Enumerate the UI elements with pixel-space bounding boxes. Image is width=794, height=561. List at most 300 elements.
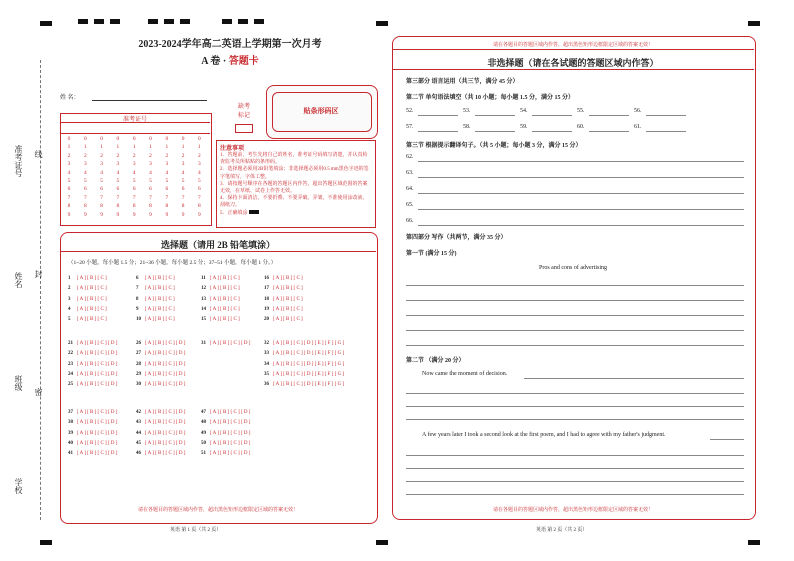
choice-options[interactable]: [ A ] [ B ] [ C ] [ D ] bbox=[145, 361, 186, 367]
choice-row bbox=[201, 297, 240, 302]
choice-row bbox=[201, 410, 250, 415]
ticket-digit-column bbox=[129, 135, 139, 219]
ticket-digit[interactable]: 6 bbox=[67, 186, 71, 193]
ticket-digit[interactable]: 5 bbox=[67, 178, 71, 185]
question-number: 2 bbox=[68, 286, 71, 292]
ticket-digit[interactable]: 5 bbox=[132, 178, 136, 185]
non-choice-panel bbox=[392, 36, 756, 520]
ticket-digit[interactable]: 4 bbox=[165, 169, 169, 176]
choice-row bbox=[264, 276, 303, 281]
choice-row bbox=[201, 420, 250, 425]
timing-mark bbox=[748, 540, 760, 545]
ticket-digit[interactable]: 0 bbox=[100, 136, 103, 142]
ticket-digit[interactable]: 7 bbox=[67, 194, 71, 201]
choice-options[interactable]: [ A ] [ B ] [ C ] [ D ] bbox=[145, 382, 186, 388]
question-number: 36 bbox=[264, 382, 269, 388]
ticket-digit[interactable]: 4 bbox=[132, 169, 136, 176]
choice-row bbox=[136, 431, 185, 436]
side-name-label: 姓名 bbox=[14, 272, 23, 288]
choice-options[interactable]: [ A ] [ B ] [ C ] [ D ] bbox=[210, 410, 251, 415]
ticket-digit[interactable]: 3 bbox=[198, 161, 201, 168]
choice-options[interactable]: [ A ] [ B ] [ C ] bbox=[77, 296, 107, 302]
blank-line[interactable] bbox=[418, 115, 458, 116]
choice-options[interactable]: [ A ] [ B ] [ C ] [ D ] bbox=[145, 420, 186, 426]
choice-row bbox=[264, 286, 303, 291]
ticket-digit[interactable]: 1 bbox=[67, 144, 71, 151]
part3-heading: 第三部分 语言运用（共三节，满分 45 分） bbox=[406, 79, 519, 85]
choice-row bbox=[136, 372, 185, 377]
choice-row bbox=[264, 351, 344, 356]
choice-options[interactable]: [ A ] [ B ] [ C ] [ D ] bbox=[77, 410, 118, 415]
ticket-digit[interactable]: 8 bbox=[67, 203, 71, 210]
writing-line[interactable] bbox=[406, 300, 744, 301]
choice-row bbox=[68, 431, 117, 436]
translate-line[interactable] bbox=[418, 177, 744, 178]
ticket-digit-column bbox=[194, 135, 204, 219]
ticket-digit[interactable]: 9 bbox=[116, 211, 120, 218]
question-number: 35 bbox=[264, 371, 269, 377]
ticket-digit[interactable]: 3 bbox=[181, 161, 185, 168]
writing-line[interactable] bbox=[406, 494, 744, 495]
translate-line[interactable] bbox=[418, 161, 744, 162]
ticket-digit[interactable]: 8 bbox=[100, 203, 103, 210]
choice-options[interactable]: [ A ] [ B ] [ C ] bbox=[145, 317, 175, 323]
choice-options[interactable]: [ A ] [ B ] [ C ] [ D ] bbox=[77, 382, 118, 388]
choice-options[interactable]: [ A ] [ B ] [ C ] [ D ] bbox=[145, 451, 186, 457]
question-number: 1 bbox=[68, 276, 71, 281]
choice-options[interactable]: [ A ] [ B ] [ C ] bbox=[210, 276, 240, 281]
writing-line[interactable] bbox=[406, 345, 744, 346]
ticket-digit-column bbox=[162, 135, 172, 219]
choice-options[interactable]: [ A ] [ B ] [ C ] [ D ] bbox=[77, 420, 118, 426]
choice-options[interactable]: [ A ] [ B ] [ C ] [ D ] bbox=[77, 430, 118, 436]
question-number: 10 bbox=[136, 317, 141, 323]
side-ticket-label: 准考证号 bbox=[14, 145, 23, 177]
choice-options[interactable]: [ A ] [ B ] [ C ] bbox=[77, 276, 107, 281]
ticket-digit[interactable]: 2 bbox=[100, 152, 103, 159]
choice-row bbox=[201, 286, 240, 291]
question-number: 41 bbox=[68, 451, 73, 457]
timing-mark bbox=[222, 19, 232, 24]
choice-options[interactable]: [ A ] [ B ] [ C ] [ D ] [ E ] [ F ] [ G ] bbox=[273, 382, 345, 388]
question-number: 7 bbox=[136, 286, 139, 292]
choice-row bbox=[136, 341, 185, 346]
blank-label: 52. bbox=[406, 108, 414, 114]
choice-row bbox=[136, 286, 175, 291]
question-number: 13 bbox=[201, 296, 206, 302]
blank-line[interactable] bbox=[418, 131, 458, 132]
ticket-digit[interactable]: 9 bbox=[100, 211, 103, 218]
ticket-digit[interactable]: 3 bbox=[149, 161, 152, 168]
choice-row bbox=[201, 341, 250, 346]
choice-options[interactable]: [ A ] [ B ] [ C ] bbox=[273, 276, 303, 281]
ticket-digit[interactable]: 2 bbox=[132, 152, 136, 159]
ticket-digit[interactable]: 3 bbox=[116, 161, 120, 168]
ticket-digit[interactable]: 1 bbox=[132, 144, 136, 151]
ticket-digit[interactable]: 2 bbox=[198, 152, 201, 159]
blank-line[interactable] bbox=[646, 131, 686, 132]
question-number: 19 bbox=[264, 306, 269, 312]
ticket-digit[interactable]: 9 bbox=[198, 211, 201, 218]
ticket-digit[interactable]: 1 bbox=[181, 144, 185, 151]
ticket-digit[interactable]: 3 bbox=[83, 161, 87, 168]
ticket-digit[interactable]: 9 bbox=[149, 211, 152, 218]
ticket-digit[interactable]: 1 bbox=[198, 144, 201, 151]
part4-heading: 第四部分 写作（共两节，满分 35 分） bbox=[406, 235, 507, 241]
blank-line[interactable] bbox=[532, 131, 572, 132]
ticket-digit[interactable]: 5 bbox=[116, 178, 120, 185]
name-input[interactable] bbox=[92, 100, 207, 101]
ticket-digit[interactable]: 8 bbox=[149, 203, 152, 210]
ticket-digit[interactable]: 7 bbox=[83, 194, 87, 201]
absent-mark-box[interactable] bbox=[235, 124, 253, 133]
ticket-digit[interactable]: 0 bbox=[181, 136, 185, 142]
choice-row bbox=[264, 297, 303, 302]
blank-line[interactable] bbox=[589, 115, 629, 116]
ticket-digit[interactable]: 6 bbox=[116, 186, 120, 193]
ticket-digit[interactable]: 8 bbox=[132, 203, 136, 210]
ticket-digit[interactable]: 7 bbox=[100, 194, 103, 201]
choice-options[interactable]: [ A ] [ B ] [ C ] bbox=[273, 317, 303, 323]
writing2-start: Now came the moment of decision. bbox=[422, 371, 508, 377]
binding-line bbox=[40, 60, 41, 520]
subtitle-a: A 卷 · bbox=[201, 56, 229, 67]
ticket-digit-column bbox=[64, 135, 74, 219]
choice-options[interactable]: [ A ] [ B ] [ C ] [ D ] [ E ] [ F ] [ G ] bbox=[273, 351, 345, 357]
ticket-digit[interactable]: 9 bbox=[132, 211, 136, 218]
choice-options[interactable]: [ A ] [ B ] [ C ] [ D ] bbox=[145, 410, 186, 415]
ticket-digit[interactable]: 6 bbox=[100, 186, 103, 193]
ticket-digit[interactable]: 2 bbox=[165, 152, 169, 159]
choice-options[interactable]: [ A ] [ B ] [ C ] bbox=[145, 286, 175, 292]
ticket-digit[interactable]: 6 bbox=[132, 186, 136, 193]
writing-line[interactable] bbox=[406, 315, 744, 316]
right-title-rule-top bbox=[392, 49, 754, 50]
choice-options[interactable]: [ A ] [ B ] [ C ] [ D ] bbox=[210, 440, 251, 446]
writing-line[interactable] bbox=[406, 468, 744, 469]
ticket-digit[interactable]: 7 bbox=[132, 194, 136, 201]
question-number: 48 bbox=[201, 420, 206, 426]
ticket-digit[interactable]: 7 bbox=[198, 194, 201, 201]
ticket-digit[interactable]: 1 bbox=[149, 144, 152, 151]
choice-options[interactable]: [ A ] [ B ] [ C ] bbox=[210, 306, 240, 312]
question-number: 44 bbox=[136, 430, 141, 436]
writing-line[interactable] bbox=[406, 455, 744, 456]
choice-row bbox=[264, 372, 344, 377]
question-number: 37 bbox=[68, 410, 73, 415]
choice-options[interactable]: [ A ] [ B ] [ C ] bbox=[210, 286, 240, 292]
question-number: 11 bbox=[201, 276, 206, 281]
blank-label: 54. bbox=[520, 108, 528, 114]
grammar-heading: 第二节 单句语法填空（共 10 小题；每小题 1.5 分，满分 15 分） bbox=[406, 95, 575, 101]
ticket-digit[interactable]: 9 bbox=[181, 211, 185, 218]
ticket-digit[interactable]: 6 bbox=[149, 186, 152, 193]
choice-row bbox=[201, 451, 250, 456]
writing1-heading: 第一节 (满分 15 分) bbox=[406, 251, 457, 257]
choice-options[interactable]: [ A ] [ B ] [ C ] bbox=[273, 296, 303, 302]
question-number: 18 bbox=[264, 296, 269, 302]
question-number: 28 bbox=[136, 361, 141, 367]
translate-line[interactable] bbox=[418, 193, 744, 194]
writing-line[interactable] bbox=[406, 406, 744, 407]
choice-options[interactable]: [ A ] [ B ] [ C ] [ D ] bbox=[77, 351, 118, 357]
right-title: 非选择题（请在各试题的答题区域内作答） bbox=[487, 58, 659, 68]
absent-label-2: 标记 bbox=[237, 113, 250, 119]
ticket-digit[interactable]: 8 bbox=[165, 203, 169, 210]
question-number: 27 bbox=[136, 351, 141, 357]
ticket-digit[interactable]: 4 bbox=[67, 169, 71, 176]
choice-row bbox=[68, 420, 117, 425]
choice-options[interactable]: [ A ] [ B ] [ C ] bbox=[273, 286, 303, 292]
ticket-digit[interactable]: 1 bbox=[116, 144, 120, 151]
timing-mark bbox=[180, 19, 190, 24]
ticket-digit[interactable]: 6 bbox=[181, 186, 185, 193]
filled-sample bbox=[249, 210, 259, 214]
blank-line[interactable] bbox=[475, 115, 515, 116]
ticket-digit[interactable]: 3 bbox=[67, 161, 71, 168]
question-number: 3 bbox=[68, 296, 71, 302]
choice-row bbox=[68, 441, 117, 446]
ticket-digit[interactable]: 3 bbox=[100, 161, 103, 168]
ticket-digit[interactable]: 1 bbox=[100, 144, 103, 151]
ticket-digit[interactable]: 3 bbox=[132, 161, 136, 168]
ticket-digit[interactable]: 8 bbox=[116, 203, 120, 210]
choice-options[interactable]: [ A ] [ B ] [ C ] bbox=[273, 306, 303, 312]
question-number: 16 bbox=[264, 276, 269, 281]
question-number: 29 bbox=[136, 371, 141, 377]
choice-title: 选择题（请用 2B 铅笔填涂） bbox=[160, 240, 275, 250]
ticket-digit[interactable]: 0 bbox=[83, 136, 87, 142]
ticket-label: 准考证号 bbox=[122, 117, 147, 123]
writing-line[interactable] bbox=[406, 393, 744, 394]
ticket-digit-column bbox=[80, 135, 90, 219]
choice-row bbox=[136, 351, 185, 356]
blank-label: 59. bbox=[520, 124, 528, 130]
note-4: 4．保持卡面清洁，不要折叠、不要弄破、弄皱，不准使用涂改液、刮纸刀。 bbox=[220, 196, 368, 209]
timing-mark bbox=[376, 540, 388, 545]
ticket-digit[interactable]: 8 bbox=[83, 203, 87, 210]
writing-line[interactable] bbox=[406, 285, 744, 286]
choice-options[interactable]: [ A ] [ B ] [ C ] [ D ] bbox=[210, 451, 251, 457]
translate-line[interactable] bbox=[418, 225, 744, 226]
question-number: 30 bbox=[136, 382, 141, 388]
choice-row bbox=[136, 362, 185, 367]
question-number: 15 bbox=[201, 317, 206, 323]
timing-mark bbox=[40, 21, 52, 26]
choice-row bbox=[68, 382, 117, 387]
blank-label: 55. bbox=[577, 108, 585, 114]
ticket-digit[interactable]: 4 bbox=[83, 169, 87, 176]
timing-mark bbox=[78, 19, 88, 24]
choice-options[interactable]: [ A ] [ B ] [ C ] [ D ] bbox=[210, 430, 251, 436]
choice-options[interactable]: [ A ] [ B ] [ C ] [ D ] bbox=[77, 361, 118, 367]
timing-mark bbox=[94, 19, 104, 24]
question-number: 24 bbox=[68, 371, 73, 377]
choice-options[interactable]: [ A ] [ B ] [ C ] [ D ] [ E ] [ F ] [ G ] bbox=[273, 361, 345, 367]
right-warning-bottom: 请在各题目的答题区域内作答，超出黑色矩形边框限定区域的答案无效！ bbox=[492, 508, 653, 513]
choice-row bbox=[68, 410, 117, 415]
ticket-input-rule bbox=[60, 133, 210, 134]
question-number: 47 bbox=[201, 410, 206, 415]
timing-mark bbox=[748, 21, 760, 26]
writing1-topic: Pros and cons of advertising bbox=[539, 265, 607, 271]
ticket-digit[interactable]: 9 bbox=[67, 211, 71, 218]
barcode-label: 贴条形码区 bbox=[303, 107, 339, 115]
blank-line[interactable] bbox=[646, 115, 686, 116]
choice-options[interactable]: [ A ] [ B ] [ C ] bbox=[77, 286, 107, 292]
question-number: 46 bbox=[136, 451, 141, 457]
choice-options[interactable]: [ A ] [ B ] [ C ] [ D ] bbox=[145, 430, 186, 436]
writing-line[interactable] bbox=[406, 419, 744, 420]
ticket-digit[interactable]: 6 bbox=[83, 186, 87, 193]
note-5-text: 5．正确填涂 bbox=[220, 210, 248, 216]
ticket-digit[interactable]: 2 bbox=[83, 152, 87, 159]
choice-options[interactable]: [ A ] [ B ] [ C ] [ D ] bbox=[77, 371, 118, 377]
ticket-digit[interactable]: 0 bbox=[198, 136, 201, 142]
choice-row bbox=[68, 317, 107, 322]
choice-options[interactable]: [ A ] [ B ] [ C ] [ D ] bbox=[210, 420, 251, 426]
choice-row bbox=[68, 351, 117, 356]
left-footer: 英语 第 1 页（共 2 页） bbox=[170, 528, 222, 533]
ticket-digit[interactable]: 0 bbox=[132, 136, 136, 142]
side-class-label: 班级 bbox=[14, 375, 23, 391]
question-number: 40 bbox=[68, 440, 73, 446]
ticket-digit[interactable]: 3 bbox=[165, 161, 169, 168]
choice-row bbox=[264, 341, 344, 346]
question-number: 38 bbox=[68, 420, 73, 426]
choice-row bbox=[201, 317, 240, 322]
ticket-digit[interactable]: 4 bbox=[149, 169, 152, 176]
choice-options[interactable]: [ A ] [ B ] [ C ] bbox=[77, 317, 107, 323]
ticket-digit[interactable]: 4 bbox=[116, 169, 120, 176]
choice-options[interactable]: [ A ] [ B ] [ C ] [ D ] bbox=[145, 351, 186, 357]
ticket-digit-column bbox=[113, 135, 123, 219]
question-number: 5 bbox=[68, 317, 71, 323]
choice-options[interactable]: [ A ] [ B ] [ C ] [ D ] bbox=[77, 341, 118, 346]
blank-line[interactable] bbox=[589, 131, 629, 132]
choice-row bbox=[201, 431, 250, 436]
choice-options[interactable]: [ A ] [ B ] [ C ] [ D ] bbox=[210, 341, 251, 346]
ticket-digit[interactable]: 2 bbox=[67, 152, 71, 159]
question-number: 25 bbox=[68, 382, 73, 388]
ticket-digit[interactable]: 7 bbox=[116, 194, 120, 201]
ticket-digit[interactable]: 4 bbox=[100, 169, 103, 176]
notes-title: 注意事项 bbox=[220, 146, 245, 152]
choice-options[interactable]: [ A ] [ B ] [ C ] bbox=[77, 306, 107, 312]
choice-instruction: （1~20 小题，每小题 1.5 分；21~36 小题，每小题 2.5 分；37~51 小题，每小题 1 分。） bbox=[68, 260, 277, 266]
choice-row bbox=[68, 451, 117, 456]
translate-label: 65. bbox=[406, 202, 414, 208]
question-number: 42 bbox=[136, 410, 141, 415]
question-number: 43 bbox=[136, 420, 141, 426]
note-1: 1．答题前，考生先将自己的姓名，准考证号码填写清楚，并认真检查监考员所粘贴的条形码。 bbox=[220, 153, 368, 166]
ticket-digit[interactable]: 7 bbox=[165, 194, 169, 201]
ticket-digit-column bbox=[178, 135, 188, 219]
ticket-digit[interactable]: 0 bbox=[165, 136, 169, 142]
writing2-para2-line[interactable] bbox=[710, 439, 744, 440]
choice-options[interactable]: [ A ] [ B ] [ C ] [ D ] bbox=[77, 451, 118, 457]
right-title-rule bbox=[392, 69, 754, 70]
choice-options[interactable]: [ A ] [ B ] [ C ] [ D ] bbox=[77, 440, 118, 446]
translate-label: 62. bbox=[406, 154, 414, 160]
ticket-digit[interactable]: 0 bbox=[149, 136, 152, 142]
ticket-digit[interactable]: 2 bbox=[116, 152, 120, 159]
choice-options[interactable]: [ A ] [ B ] [ C ] bbox=[210, 296, 240, 302]
ticket-digit[interactable]: 5 bbox=[149, 178, 152, 185]
writing2-start-line[interactable] bbox=[524, 378, 744, 379]
translate-line[interactable] bbox=[418, 209, 744, 210]
ticket-digit[interactable]: 2 bbox=[181, 152, 185, 159]
question-number: 14 bbox=[201, 306, 206, 312]
ticket-digit[interactable]: 6 bbox=[165, 186, 169, 193]
ticket-digit[interactable]: 1 bbox=[83, 144, 87, 151]
choice-options[interactable]: [ A ] [ B ] [ C ] bbox=[145, 276, 175, 281]
question-number: 17 bbox=[264, 286, 269, 292]
blank-label: 56. bbox=[634, 108, 642, 114]
blank-line[interactable] bbox=[475, 131, 515, 132]
choice-row bbox=[264, 317, 303, 322]
ticket-digit[interactable]: 9 bbox=[165, 211, 169, 218]
ticket-digit[interactable]: 4 bbox=[198, 169, 201, 176]
ticket-digit[interactable]: 4 bbox=[181, 169, 185, 176]
ticket-digit[interactable]: 7 bbox=[181, 194, 185, 201]
side-seal-label: 封 bbox=[34, 270, 43, 278]
choice-options[interactable]: [ A ] [ B ] [ C ] [ D ] bbox=[145, 341, 186, 346]
timing-mark bbox=[110, 19, 120, 24]
choice-row bbox=[201, 307, 240, 312]
question-number: 51 bbox=[201, 451, 206, 457]
choice-row bbox=[68, 341, 117, 346]
timing-mark bbox=[238, 19, 248, 24]
ticket-digit[interactable]: 7 bbox=[149, 194, 152, 201]
choice-options[interactable]: [ A ] [ B ] [ C ] bbox=[210, 317, 240, 323]
choice-options[interactable]: [ A ] [ B ] [ C ] bbox=[145, 296, 175, 302]
choice-options[interactable]: [ A ] [ B ] [ C ] [ D ] [ E ] [ F ] [ G ] bbox=[273, 371, 345, 377]
ticket-digit-column bbox=[97, 135, 107, 219]
writing-line[interactable] bbox=[406, 330, 744, 331]
ticket-digit[interactable]: 5 bbox=[198, 178, 201, 185]
choice-options[interactable]: [ A ] [ B ] [ C ] [ D ] [ E ] [ F ] [ G ] bbox=[273, 341, 345, 346]
ticket-digit[interactable]: 5 bbox=[100, 178, 103, 185]
choice-row bbox=[136, 307, 175, 312]
choice-row bbox=[264, 307, 303, 312]
ticket-digit[interactable]: 5 bbox=[83, 178, 87, 185]
ticket-digit[interactable]: 5 bbox=[181, 178, 185, 185]
question-number: 6 bbox=[136, 276, 139, 281]
blank-line[interactable] bbox=[532, 115, 572, 116]
choice-options[interactable]: [ A ] [ B ] [ C ] [ D ] bbox=[145, 371, 186, 377]
ticket-digit[interactable]: 1 bbox=[165, 144, 169, 151]
question-number: 32 bbox=[264, 341, 269, 346]
ticket-digit[interactable]: 5 bbox=[165, 178, 169, 185]
ticket-digit-column bbox=[146, 135, 156, 219]
ticket-digit[interactable]: 8 bbox=[181, 203, 185, 210]
ticket-digit[interactable]: 8 bbox=[198, 203, 201, 210]
writing-line[interactable] bbox=[406, 481, 744, 482]
choice-title-rule bbox=[60, 251, 376, 252]
ticket-digit[interactable]: 2 bbox=[149, 152, 152, 159]
ticket-digit[interactable]: 9 bbox=[83, 211, 87, 218]
choice-options[interactable]: [ A ] [ B ] [ C ] bbox=[145, 306, 175, 312]
question-number: 31 bbox=[201, 341, 206, 346]
ticket-digit[interactable]: 6 bbox=[198, 186, 201, 193]
ticket-digit[interactable]: 0 bbox=[116, 136, 120, 142]
choice-row bbox=[68, 297, 107, 302]
choice-options[interactable]: [ A ] [ B ] [ C ] [ D ] bbox=[145, 440, 186, 446]
question-number: 39 bbox=[68, 430, 73, 436]
translate-label: 64. bbox=[406, 186, 414, 192]
ticket-digit[interactable]: 0 bbox=[67, 136, 71, 142]
